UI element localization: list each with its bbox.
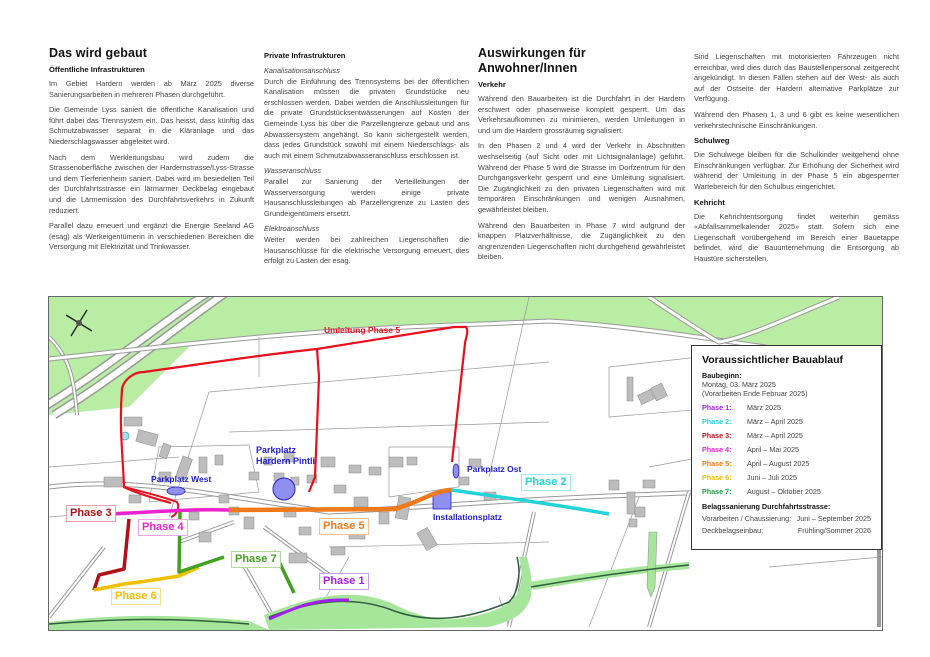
phase-period: März – April 2025 bbox=[747, 416, 803, 426]
phase-2-tag: Phase 2 bbox=[521, 474, 571, 491]
phase-6-tag: Phase 6 bbox=[111, 588, 161, 605]
section-title: Auswirkungen für Anwohner/Innen bbox=[478, 46, 586, 75]
paragraph: Sind Liegenschaften mit motorisierten Fahrzeugen nicht erreichbar, wird dies durch das Baustellenpersonal zeitgerecht angekündigt. In diesen Fällen stehen auf der West- als auch auf der Ostseite der Hardern alternative Parkplätze zur Verfügung. bbox=[694, 52, 899, 104]
phase-period: März 2025 bbox=[747, 402, 781, 412]
phase-5-tag: Phase 5 bbox=[319, 518, 369, 535]
paragraph: Im Gebiet Hardern werden ab März 2025 diverse Sanierungsarbeiten in mehreren Phasen durchgeführt. bbox=[49, 79, 254, 99]
subsection-heading: Kehricht bbox=[694, 197, 725, 207]
column-continued bbox=[694, 52, 899, 270]
phase-7-tag: Phase 7 bbox=[231, 551, 281, 568]
phase-label: Phase 6: bbox=[702, 472, 732, 482]
belag-label: Vorarbeiten / Chaussierung: bbox=[702, 514, 792, 523]
legend-row-phase-6 bbox=[702, 472, 871, 482]
phase-3-tag: Phase 3 bbox=[66, 505, 116, 522]
phase-period: März – April 2025 bbox=[747, 430, 803, 440]
legend-row-phase-4 bbox=[702, 444, 871, 454]
label-parkplatz-west: Parkplatz West bbox=[151, 474, 212, 484]
section-title: Das wird gebaut bbox=[49, 46, 148, 60]
phase-4-tag: Phase 4 bbox=[138, 519, 188, 536]
paragraph: Die Kehrichtentsorgung findet weiterhin gemäss «Abfallsammelkalender 2025» statt. Sofern sich eine Liegenschaft vorübergehend im Bereich einer Bauetappe befindet, wird die Bauunternehmung die Entsorgung ab Haustüre sicherstellen. bbox=[694, 211, 899, 263]
paragraph: Parallel zur Sanierung der Verteilleitungen der Wasserversorgung werden einige private Hausanschlussleitungen ab Parzellengrenze zu Lasten des Grundeigentümers ersetzt. bbox=[264, 176, 469, 218]
section-subtitle: Verkehr bbox=[478, 80, 506, 89]
legend-row-phase-2 bbox=[702, 416, 871, 426]
start-note: (Vorarbeiten Ende Februar 2025) bbox=[702, 389, 808, 398]
belag-title: Belagssanierung Durchfahrtsstrasse: bbox=[702, 502, 831, 511]
section-subtitle: Private Infrastrukturen bbox=[264, 51, 346, 60]
subsection-heading: Elektroanschluss bbox=[264, 224, 320, 234]
paragraph: Während den Bauarbeiten in Phase 7 wird aufgrund der knappen Platzverhältnisse, die Zugänglichkeit zu den angrenzenden Liegenschaften nicht durchgehend gewährleistet bleiben. bbox=[478, 220, 685, 262]
phase-label: Phase 3: bbox=[702, 430, 732, 440]
label-parkplatz-hardern-pintli bbox=[256, 445, 315, 467]
legend-bauablauf bbox=[691, 345, 882, 550]
paragraph: Weiter werden bei zahlreichen Liegenschaften die Hausanschlüsse für die elektrische Versorgung erneuert, dies erfolgt zu Lasten der esag. bbox=[264, 234, 469, 266]
construction-map[interactable] bbox=[48, 296, 883, 631]
column-auswirkungen bbox=[478, 46, 685, 268]
phase-1-tag: Phase 1 bbox=[319, 573, 369, 590]
phase-period: August – Oktober 2025 bbox=[747, 486, 821, 496]
label-installationsplatz: Installationsplatz bbox=[433, 512, 502, 522]
paragraph: Durch die Einführung des Trennsystems bei der öffentlichen Kanalisation müssen die privaten Grundstücke neu erschlossen werden. Dabei werden die Anschlussleitungen für die private Grundstücksentwässerungen auf Kosten der Gemeinde Lyss bis über die Parzellengrenze gebaut und ans Abwassersystem angehängt. So kann sichergestellt werden, dass jedes Grundstück sowohl mit einem Niederschlags- als auch mit einem Schmutzabwasseranschluss erschlossen ist. bbox=[264, 76, 469, 160]
label-umleitung-phase-5: Umleitung Phase 5 bbox=[324, 325, 401, 335]
phase-label: Phase 2: bbox=[702, 416, 732, 426]
section-subtitle: Öffentliche Infrastrukturen bbox=[49, 65, 145, 74]
legend-row-phase-1 bbox=[702, 402, 871, 412]
legend-row-phase-3 bbox=[702, 430, 871, 440]
paragraph: Während den Phasen 1, 3 und 6 gibt es keine wesentlichen verkehrstechnische Einschränkungen. bbox=[694, 109, 899, 130]
phase-period: April – Mai 2025 bbox=[747, 444, 799, 454]
phase-period: Juni – Juli 2025 bbox=[747, 472, 797, 482]
paragraph: In den Phasen 2 und 4 wird der Verkehr in Abschnitten wechselseitig (auf Sicht oder mit Lichtsignalanlage) geführt. Während der Phase 5 wird die Strasse im Dorfzentrum für den Durchgangsverkehr gesperrt und eine Umleitung signalisiert. Die Zugänglichkeit zu den privaten Liegenschaften wird mit temporären Einschränkungen und wenigen Ausnahmen, gewährleistet bleiben. bbox=[478, 141, 685, 214]
column-private-infrastrukturen bbox=[264, 51, 469, 272]
phase-label: Phase 1: bbox=[702, 402, 732, 412]
belag-value: Juni – September 2025 bbox=[796, 514, 871, 523]
label-parkplatz-ost: Parkplatz Ost bbox=[467, 464, 522, 474]
legend-row-phase-7 bbox=[702, 486, 871, 496]
subsection-heading: Schulweg bbox=[694, 136, 730, 146]
phase-label: Phase 4: bbox=[702, 444, 732, 454]
legend-row-phase-5 bbox=[702, 458, 871, 468]
subsection-heading: Kanalisationsanschluss bbox=[264, 66, 340, 75]
paragraph: Die Schulwege bleiben für die Schulkinder weitgehend ohne Einschränkungen verfügbar. Zur Erhöhung der Sicherheit wird während der Umleitung in der Phase 5 ein abgesperrter Wartebereich für den Schulbus eingerichtet. bbox=[694, 150, 899, 191]
paragraph: Die Gemeinde Lyss saniert die öffentliche Kanalisation und führt dabei das Trennsystem ein. Das heisst, dass künftig das Schmutzabwasser separat in die Kläranlage und das Niederschlagswasser abgeleitet wird. bbox=[49, 105, 254, 146]
phase-label: Phase 7: bbox=[702, 486, 732, 496]
start-label: Baubeginn: bbox=[702, 371, 742, 380]
start-date: Montag, 03. März 2025 bbox=[702, 380, 776, 389]
paragraph: Während den Bauarbeiten ist die Durchfahrt in der Hardern erschwert oder phasenweise komplett gesperrt. Um das Verkehrsaufkommen zu minimieren, werden Umleitungen in und um die Hardern grossräumig signalisiert. bbox=[478, 94, 685, 135]
label-line: Parkplatz bbox=[256, 445, 297, 455]
belag-row bbox=[702, 514, 871, 523]
legend-title: Voraussichtlicher Bauablauf bbox=[702, 354, 844, 366]
paragraph: Parallel dazu erneuert und ergänzt die Energie Seeland AG (esag) als Werkeigentümerin in verschiedenen Bereichen die Versorgung mit Elektrizität und Trinkwasser. bbox=[49, 221, 254, 252]
phase-period: April – August 2025 bbox=[747, 458, 810, 468]
column-das-wird-gebaut bbox=[49, 46, 254, 258]
belag-label: Deckbelagseinbau: bbox=[702, 526, 764, 535]
paragraph: Nach dem Werkleitungsbau wird zudem die Strassenoberfläche zwischen der Hardernstrasse/Lyss-Strasse und dem Tierferienheim saniert. Dabei wird im besiedelten Teil der Durchfahrtsstrasse ein lärmarmer Deckbelag eingebaut und die Lärmemission des Durchfahrtsverkehrs in Zukunft reduziert. bbox=[49, 152, 254, 215]
belag-value: Frühling/Sommer 2026 bbox=[797, 526, 871, 535]
label-line: Hardern Pintli bbox=[256, 456, 316, 466]
belag-row bbox=[702, 526, 871, 535]
subsection-heading: Wasseranschluss bbox=[264, 166, 322, 176]
phase-label: Phase 5: bbox=[702, 458, 732, 468]
